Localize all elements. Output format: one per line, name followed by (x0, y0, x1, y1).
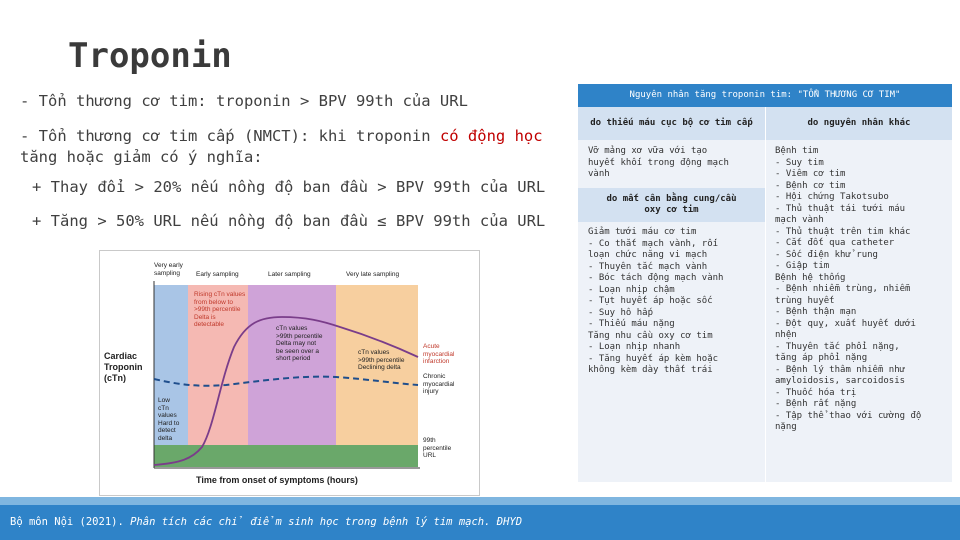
annotation-later: cTn values >99th percentile Delta may not be seen over a short period (276, 325, 323, 362)
x-axis-label: Time from onset of symptoms (hours) (196, 475, 358, 485)
col1-header: do thiếu máu cục bộ cơ tim cấp (578, 107, 765, 140)
bullet-change-20: + Thay đổi > 20% nếu nồng độ ban đầu > BPV 99th của URL (32, 178, 546, 196)
col1-supply-demand-list: Giảm tưới máu cơ tim - Co thắt mạch vành, rối loạn chức năng vi mạch - Thuyên tắc mạch vành - Bóc tách động mạch vành - Loạn nhịp chậm - Tụt huyết áp hoặc sốc - Suy hô hấp - Thiếu máu nặng Tăng nhu cầu oxy cơ tim - Loạn nhịp nhanh - Tăng huyết áp kèm hoặc không kèm dày thất trái (588, 227, 724, 375)
url-band (154, 445, 418, 467)
col2-header: do nguyên nhân khác (766, 107, 952, 140)
col2-other-causes-list: Bệnh tim - Suy tim - Viêm cơ tim - Bệnh cơ tim - Hội chứng Takotsubo - Thủ thuật tái tưới máu mạch vành - Thủ thuật trên tim khác - Cắt đốt qua catheter - Sốc điện khử rung - Giập tim Bệnh hệ thống - Bệnh nhiễm trùng, nhiễm trùng huyết - Bệnh thận mạn - Đột quỵ, xuất huyết dưới nhện - Thuyên tắc phổi nặng, tăng áp phổi nặng - Bệnh lý thâm nhiễm như amyloidosis, sarcoidosis - Thuốc hóa trị - Bệnh rất nặng - Tập thể thao với cường độ nặng (775, 146, 922, 432)
legend-chronic: Chronic myocardial injury (423, 373, 455, 395)
phase-label-very-late: Very late sampling (346, 271, 400, 278)
footer-citation (0, 505, 960, 540)
legend-acute-mi: Acute myocardial infarction (423, 343, 455, 365)
bullet-acute-injury (20, 126, 575, 168)
col1-plaque-rupture: Vỡ mảng xơ vữa với tạo huyết khối trong động mạch vành (588, 146, 729, 179)
annotation-low: Low cTn values Hard to detect delta (158, 397, 180, 442)
phase-very-late (336, 285, 418, 467)
bullet-increase-50: + Tăng > 50% URL nếu nồng độ ban đầu ≤ BPV 99th của URL (32, 212, 546, 230)
phase-label-very-early: Very early sampling (154, 262, 183, 277)
citation-author: Bộ môn Nội (2021). (10, 516, 131, 528)
column-divider (765, 107, 766, 482)
bullet-highlight-dynamics: có động học (439, 127, 543, 145)
phase-label-early: Early sampling (196, 271, 239, 278)
table-header: Nguyên nhân tăng troponin tim: "TỔN THƯƠNG CƠ TIM" (578, 84, 952, 107)
causes-table (578, 84, 952, 482)
annotation-very-late: cTn values >99th percentile Declining delta (358, 349, 405, 371)
phase-later (248, 285, 336, 467)
annotation-early: Rising cTn values from below to >99th percentile Delta is detectable (194, 291, 246, 328)
phase-label-later: Later sampling (268, 271, 311, 278)
y-axis-label: Cardiac Troponin (cTn) (104, 351, 143, 383)
troponin-kinetics-figure (99, 250, 480, 496)
bullet-acute-injury-cont: tăng hoặc giảm có ý nghĩa: (20, 148, 263, 166)
footer-stripe (0, 497, 960, 505)
legend-url: 99th percentile URL (423, 437, 452, 459)
slide-title: Troponin (68, 36, 232, 76)
col1-subheader-supply-demand: do mất cân bằng cung/cầu oxy cơ tim (578, 188, 765, 222)
bullet-acute-injury-text: - Tổn thương cơ tim cấp (NMCT): khi troponin (20, 127, 440, 145)
citation-title: Phân tích các chỉ điểm sinh học trong bệnh lý tim mạch. ĐHYD (130, 516, 523, 528)
bullet-myocardial-injury: - Tổn thương cơ tim: troponin > BPV 99th của URL (20, 92, 468, 110)
